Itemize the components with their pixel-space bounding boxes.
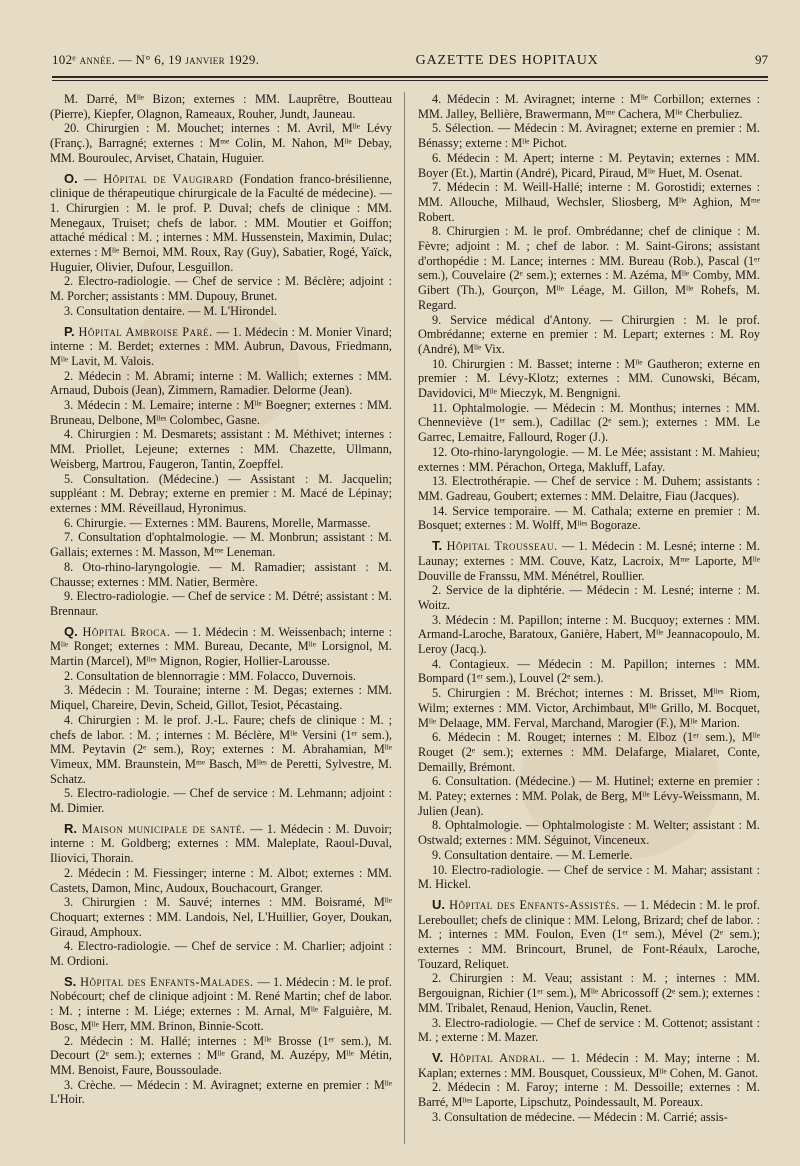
service-paragraph [418,504,760,533]
hospital-name: Hôpital Broca. [77,624,176,639]
section-letter: P. [64,323,75,339]
paragraph-text: 2. Service de la diphtérie. — Médecin : M. Lesné; interne : M. Woitz. [418,583,760,612]
paragraph-text: 3. Electro-radiologie. — Chef de service : M. Cottenot; assistant : M. ; externe : M. Mazer. [418,1015,760,1045]
paragraph-text: 5. Electro-radiologie. — Chef de service : M. Lehmann; adjoint : M. Dimier. [50,786,392,816]
hospital-name: — Hôpital de Vaugirard [77,171,240,186]
paragraph-text: 14. Service temporaire. — M. Cathala; externe en premier : M. Bosquet; externes : M. Wolff, Mˡˡᵉˢ Bogoraze. [418,503,760,533]
paragraph-text: 8. Chirurgien : M. le prof. Ombrédanne; chef de clinique : M. Fèvre; adjoint : M. ; chef de labor. : M. Saint-Girons; assistant d'orthopédie : M. Lance; internes : MM. Bureau (Rob.), Pascal (1ᵉʳ sem.), Couvelaire (2ᵉ sem.); externes : M. Azéma, Mˡˡᵉ Comby, MM. Gibert (Th.), Gourçon, Mˡˡᵉ Léage, M. Gillon, Mˡˡᵉ Rohefs, M. Regard. [418,224,760,312]
service-paragraph [418,613,760,657]
paragraph-text: 4. Chirurgien : M. le prof. J.-L. Faure; chefs de clinique : M. ; chefs de labor. : M. ; internes : M. Béclère, Mˡˡᵉ Versini (1ᵉʳ sem.), MM. Peytavin (2ᵉ sem.), Roy; externes : M. Abrahamian, Mˡˡᵉ Vimeux, MM. Braunstein, Mᵐᵉ Basch, Mˡˡᵉˢ de Peretti, Sylvestre, M. Schatz. [50,712,392,786]
service-paragraph [50,92,392,121]
header-rule-thin [52,80,768,81]
paragraph-text: 4. Electro-radiologie. — Chef de service : M. Charlier; adjoint : M. Ordioni. [50,939,392,969]
paragraph-text: 3. Médecin : M. Lemaire; interne : Mˡˡᵉ Boegner; externes : MM. Bruneau, Delbone, Mˡˡᵉˢ Colombec, Gasne. [50,398,392,427]
paragraph-text: 2. Electro-radiologie. — Chef de service : M. Béclère; adjoint : M. Porcher; assistants : MM. Dupouy, Brunet. [50,274,392,304]
service-paragraph [418,224,760,312]
paragraph-text: — 1. Médecin : M. Monier Vinard; interne : M. Berdet; externes : MM. Aubrun, Davous, Friedmann, Mˡˡᵉ Lavit, M. Valois. [50,324,392,368]
paragraph-text: 3. Chirurgien : M. Sauvé; internes : MM. Boisramé, Mˡˡᵉ Choquart; externes : MM. Landois, Nel, L'Huillier, Goyer, Doukan, Giraud, Amphoux. [50,895,392,939]
page-header [52,52,768,74]
paragraph-text: — 1. Médecin : M. May; interne : M. Kaplan; externes : MM. Bousquet, Coussieux, Mˡˡᵉ Cohen, M. Ganot. [418,1051,760,1080]
paragraph-text: 11. Ophtalmologie. — Médecin : M. Monthus; internes : MM. Chenneviève (1ᵉʳ sem.), Cadillac (2ᵉ sem.); externes : MM. Le Garrec, Lemaitre, Fallourd, Roger (J.). [418,400,760,445]
paragraph-text: 2. Médecin : M. Faroy; interne : M. Dessoille; externes : M. Barré, Mˡˡᵉˢ Laporte, Lipschutz, Poindessault, M. Poreaux. [418,1080,760,1110]
service-paragraph [418,657,760,686]
left-column [50,92,392,1107]
paragraph-text: 2. Chirurgien : M. Veau; assistant : M. ; internes : MM. Bergouignan, Richier (1ᵉʳ sem.), Mˡˡᵉ Abricossoff (2ᵉ sem.); externes : MM. Tribalet, Renaud, Henion, Vauclin, Renet. [418,971,760,1015]
service-paragraph [50,274,392,303]
service-paragraph [50,786,392,815]
service-paragraph [50,589,392,618]
service-paragraph [50,669,392,684]
hospital-section-paragraph [50,822,392,866]
service-paragraph [50,369,392,398]
section-letter: Q. [64,623,78,639]
service-paragraph [418,445,760,474]
hospital-name: Hôpital Ambroise Paré. [74,324,217,339]
paragraph-text: 8. Oto-rhino-laryngologie. — M. Ramadier; assistant : M. Chausse; externes : MM. Natier, Bermère. [50,559,392,589]
paragraph-text: 6. Médecin : M. Rouget; internes : M. Elboz (1ᵉʳ sem.), Mˡˡᵉ Rouget (2ᵉ sem.); externes : MM. Delafarge, Mialaret, Conte, Demailly, Brémont. [418,730,760,774]
paragraph-text: (Fondation franco-brésilienne, clinique de thérapeutique chirurgicale de la Faculté de médecine). — 1. Chirurgien : M. le prof. P. Duval; chefs de clinique : MM. Menegaux, Truiset; chefs de labor. : MM. Moutier et Goiffon; attaché médical : M. ; internes : MM. Hussenstein, Maximin, Dulac; externes : Mˡˡᵉ Bernoi, MM. Roux, Ray (Guy), Sabatier, Rogé, Yaïck, Huguier, Olivier, Dufour, Lesguillon. [50,171,393,274]
paragraph-text: 4. Contagieux. — Médecin : M. Papillon; internes : MM. Bompard (1ᵉʳ sem.), Louvel (2ᵉ sem.). [418,656,760,686]
paragraph-text: 5. Consultation. (Médecine.) — Assistant : M. Jacquelin; suppléant : M. Debray; externe en premier : M. Macé de Lépinay; externes : MM. Réveillaud, Hyronimus. [50,471,392,515]
service-paragraph [418,180,760,224]
hospital-section-paragraph [50,975,392,1034]
service-paragraph [50,516,392,531]
journal-title: GAZETTE DES HOPITAUX [415,53,599,68]
service-paragraph [50,560,392,589]
service-paragraph [418,971,760,1015]
service-paragraph [50,866,392,895]
service-paragraph [418,121,760,150]
paragraph-text: 7. Médecin : M. Weill-Hallé; interne : M. Gorostidi; externes : MM. Allouche, Milhaud, Wechsler, Sliosberg, Mˡˡᵉ Aghion, Mᵐᵉ Robert. [418,180,760,224]
service-paragraph [418,92,760,121]
paragraph-text: 3. Crèche. — Médecin : M. Aviragnet; externe en premier : Mˡˡᵉ L'Hoir. [50,1077,392,1107]
service-paragraph [418,1110,760,1125]
right-column [418,92,760,1125]
paragraph-text: 3. Consultation dentaire. — M. L'Hirondel. [64,303,277,318]
service-paragraph [50,304,392,319]
paragraph-text: 4. Chirurgien : M. Desmarets; assistant : M. Méthivet; internes : MM. Priollet, Lejeune; externes : MM. Chazette, Ullmann, Weisberg, Martrou, Faugeron, Tantin, Zoepffel. [50,427,392,471]
section-letter: V. [432,1050,444,1065]
service-paragraph [50,530,392,559]
service-paragraph [50,121,392,165]
service-paragraph [50,398,392,427]
paragraph-text: 10. Chirurgien : M. Basset; interne : Mˡˡᵉ Gautheron; externe en premier : M. Lévy-Klotz; externes : MM. Cunowski, Bécam, Davidovici, Mˡˡᵉ Mieczyk, M. Bengnigni. [418,356,760,401]
paragraph-text: 3. Médecin : M. Touraine; interne : M. Degas; externes : MM. Miquel, Chareire, Devin, Scheid, Gillot, Tesiot, Pécastaing. [50,683,392,713]
section-letter: O. [64,170,78,186]
service-paragraph [418,583,760,612]
service-paragraph [418,774,760,818]
paragraph-text: 6. Chirurgie. — Externes : MM. Baurens, Morelle, Marmasse. [64,515,371,530]
service-paragraph [418,1016,760,1045]
service-paragraph [50,472,392,516]
paragraph-text: 2. Médecin : M. Fiessinger; interne : M. Albot; externes : MM. Castets, Damon, Minc, Audoux, Bouchacourt, Granger. [50,865,392,895]
hospital-section-paragraph [50,625,392,669]
service-paragraph [50,683,392,712]
paragraph-text: 9. Service médical d'Antony. — Chirurgien : M. le prof. Ombrédanne; externe en premier : M. Lepart; externes : M. Roy (André), Mˡˡᵉ Vix. [418,312,760,356]
paragraph-text: 2. Médecin : M. Hallé; internes : Mˡˡᵉ Brosse (1ᵉʳ sem.), M. Decourt (2ᵉ sem.); externes : Mˡˡᵉ Grand, M. Auzépy, Mˡˡᵉ Métin, MM. Benoist, Faure, Boussoulade. [50,1033,392,1077]
paragraph-text: 12. Oto-rhino-laryngologie. — M. Le Mée; assistant : M. Mahieu; externes : MM. Pérachon, Ortega, Makluff, Lafay. [418,444,760,474]
paragraph-text: 13. Electrothérapie. — Chef de service : M. Duhem; assistants : MM. Gadreau, Goubert; externes : MM. Delaitre, Fiau (Jacques). [418,474,760,503]
service-paragraph [50,895,392,939]
service-paragraph [50,939,392,968]
paragraph-text: M. Darré, Mˡˡᵉ Bizon; externes : MM. Lauprêtre, Boutteau (Pierre), Kiepfer, Olagnon, Rameaux, Rouher, Jundt, Jauneau. [50,92,392,121]
paragraph-text: 7. Consultation d'ophtalmologie. — M. Monbrun; assistant : M. Gallais; externes : M. Masson, Mᵐᵉ Leneman. [50,530,392,560]
paragraph-text: 6. Consultation. (Médecine.) — M. Hutinel; externe en premier : M. Patey; externes : MM. Polak, de Berg, Mˡˡᵉ Lévy-Weissmann, M. Julien (Jean). [418,774,760,818]
hospital-name: Hôpital des Enfants-Assistés. [445,897,624,912]
hospital-name: Hôpital Andral. [443,1051,553,1065]
hospital-section-paragraph [50,172,392,275]
paragraph-text: 2. Consultation de blennorragie : MM. Folacco, Duvernois. [64,668,357,683]
paragraph-text: 20. Chirurgien : M. Mouchet; internes : M. Avril, Mˡˡᵉ Lévy (Franç.), Barragné; externes : Mᵐᵉ Colin, M. Nahon, Mˡˡᵉ Debay, MM. Bouroulec, Arviset, Chatain, Huguier. [50,121,392,165]
paragraph-text: 5. Sélection. — Médecin : M. Aviragnet; externe en premier : M. Bénassy; externe : Mˡˡᵉ Pichot. [418,121,760,151]
hospital-section-paragraph [418,539,760,583]
service-paragraph [418,357,760,401]
paragraph-text: 2. Médecin : M. Abrami; interne : M. Wallich; externes : MM. Arnaud, Dubois (Jean), Zimmern, Ramadier. Delorme (Jean). [50,368,392,398]
hospital-name: Hôpital des Enfants-Malades. [76,974,258,989]
section-letter: T. [432,538,443,554]
paragraph-text: 5. Chirurgien : M. Bréchot; internes : M. Brisset, Mˡˡᵉˢ Riom, Wilm; externes : MM. Victor, Archimbaut, Mˡˡᵉ Grillo, M. Bocquet, Mˡˡᵉ Delaage, MM. Ferval, Marchand, Marogier (F.), Mˡˡᵉ Marion. [418,686,760,730]
service-paragraph [50,713,392,787]
section-letter: R. [64,820,77,836]
service-paragraph [50,427,392,471]
paragraph-text: — 1. Médecin : M. le prof. Nobécourt; chef de clinique adjoint : M. René Martin; chef de labor. : M. ; interne : M. Liége; externes : M. Arnal, Mˡˡᵉ Falguière, M. Bosc, Mˡˡᵉ Herr, MM. Brinon, Binnie-Scott. [50,974,392,1033]
section-letter: U. [432,896,445,912]
issue-info: 102ᵉ année. — N° 6, 19 janvier 1929. [52,52,260,67]
hospital-name: Maison municipale de santé. [77,821,251,836]
service-paragraph [418,686,760,730]
service-paragraph [50,1078,392,1107]
service-paragraph [418,313,760,357]
paragraph-text: 10. Electro-radiologie. — Chef de service : M. Mahar; assistant : M. Hickel. [418,862,760,892]
service-paragraph [50,1034,392,1078]
service-paragraph [418,1080,760,1109]
service-paragraph [418,818,760,847]
paragraph-text: 4. Médecin : M. Aviragnet; interne : Mˡˡᵉ Corbillon; externes : MM. Jalley, Bellière, Brawermann, Mᵐᵉ Cachera, Mˡˡᵉ Cherbuliez. [418,92,760,121]
service-paragraph [418,863,760,892]
paragraph-text: 6. Médecin : M. Apert; interne : M. Peytavin; externes : MM. Boyer (Et.), Martin (André), Picard, Piraud, Mˡˡᵉ Huet, M. Osenat. [418,150,760,180]
service-paragraph [418,848,760,863]
page-number: 97 [754,52,768,67]
paragraph-text: — 1. Médecin : M. le prof. Lereboullet; chefs de clinique : MM. Lelong, Brizard; chef de labor. : M. ; internes : MM. Foulon, Even (1ᵉʳ sem.), Mével (2ᵉ sem.); externes : MM. Brincourt, Brunel, de Font-Réaulx, Laroche, Touzard, Reliquet. [418,897,760,971]
column-separator [404,92,405,1144]
paragraph-text: 9. Electro-radiologie. — Chef de service : M. Détré; assistant : M. Brennaur. [50,589,392,618]
section-letter: S. [64,973,77,989]
service-paragraph [418,401,760,445]
hospital-name: Hôpital Trousseau. [442,539,563,554]
paragraph-text: 8. Ophtalmologie. — Ophtalmologiste : M. Welter; assistant : M. Ostwald; externes : MM. Séguinot, Vinceneux. [418,818,760,848]
header-rule [52,76,768,78]
service-paragraph [418,151,760,180]
paragraph-text: — 1. Médecin : M. Duvoir; interne : M. Goldberg; externes : MM. Maleplate, Raoul-Duval, Iliovici, Thorain. [50,821,392,866]
service-paragraph [418,730,760,774]
hospital-section-paragraph [418,898,760,972]
paragraph-text: — 1. Médecin : M. Weissenbach; interne : Mˡˡᵉ Ronget; externes : MM. Bureau, Decante, Mˡˡᵉ Lorsignol, M. Martin (Marcel), Mˡˡᵉˢ Mignon, Rogier, Hollier-Larousse. [50,624,392,669]
service-paragraph [418,474,760,503]
paragraph-text: — 1. Médecin : M. Lesné; interne : M. Launay; externes : MM. Couve, Katz, Lacroix, Mᵐᵉ Laporte, Mˡˡᵉ Douville de Franssu, MM. Ménétrel, Roullier. [418,539,760,583]
hospital-section-paragraph [418,1051,760,1080]
paragraph-text: 3. Médecin : M. Papillon; interne : M. Bucquoy; externes : MM. Armand-Laroche, Baratoux, Ganière, Habert, Mˡˡᵉ Jeannacopoulo, M. Leroy (Jacq.). [418,612,760,657]
paragraph-text: 9. Consultation dentaire. — M. Lemerle. [432,847,633,862]
hospital-section-paragraph [50,325,392,369]
paragraph-text: 3. Consultation de médecine. — Médecin : M. Carrié; assis- [432,1109,728,1124]
